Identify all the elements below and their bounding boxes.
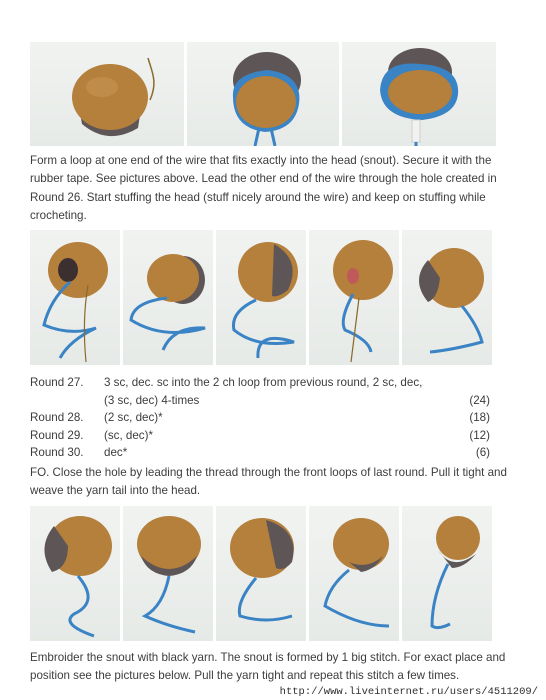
photo-stuffing-2 — [123, 230, 213, 365]
instructions-finish-off: FO. Close the hole by leading the thread through the front loops of last round. Pull it tight and weave the yarn tail into the head. — [30, 466, 507, 498]
round-text: (3 sc, dec) 4-times — [104, 393, 200, 407]
photo-stuffing-3 — [216, 230, 306, 365]
photo-snout-4 — [309, 506, 399, 641]
round-28 — [30, 409, 496, 427]
photo-stuffing-1 — [30, 230, 120, 365]
round-label: Round 29. — [30, 428, 84, 442]
photo-snout-1 — [30, 506, 120, 641]
crochet-head-image — [402, 230, 492, 365]
crochet-head-image — [30, 230, 120, 365]
photo-snout-2 — [123, 506, 213, 641]
crochet-head-image — [30, 506, 120, 641]
crochet-head-image — [123, 230, 213, 365]
crochet-head-image — [187, 42, 339, 146]
round-29 — [30, 427, 496, 445]
watermark-url: http://www.liveinternet.ru/users/4511209/ — [279, 686, 538, 698]
round-label: Round 28. — [30, 411, 84, 424]
round-instructions — [30, 374, 496, 462]
stitch-count: (18) — [469, 411, 490, 424]
crochet-head-image — [216, 230, 306, 365]
photo-row-middle — [30, 230, 492, 365]
photo-snout-5 — [402, 506, 492, 641]
crochet-head-image — [402, 506, 492, 641]
stitch-count: (6) — [475, 446, 490, 459]
crochet-head-image — [342, 42, 496, 146]
round-30 — [30, 444, 496, 462]
crochet-head-image — [309, 230, 399, 365]
round-text: (sc, dec)* — [104, 428, 153, 442]
crochet-head-image — [216, 506, 306, 641]
round-label: Round 30. — [30, 446, 84, 459]
round-27-line-1 — [30, 374, 496, 392]
crochet-head-image — [309, 506, 399, 641]
photo-head-back — [30, 42, 184, 146]
instructions-wire-loop: Form a loop at one end of the wire that fits exactly into the head (snout). Secure it with the rubber tape. See pictures above. Lead the other end of the wire through the hole created in Round 26. Start stuffing the head (stuff nicely around the wire) and keep on stuffing while crocheting. — [30, 154, 497, 223]
instructions-embroider-snout: Embroider the snout with black yarn. The snout is formed by 1 big stitch. For exact place and position see the pictures below. Pull the yarn tight and repeat this stitch a few times. — [30, 651, 506, 683]
crochet-head-image — [30, 42, 184, 146]
round-text: (2 sc, dec)* — [104, 411, 163, 424]
photo-row-top — [30, 42, 496, 146]
crochet-head-image — [123, 506, 213, 641]
stitch-count: (12) — [469, 428, 490, 442]
photo-wire-loop-taped — [342, 42, 496, 146]
photo-wire-loop-front — [187, 42, 339, 146]
photo-snout-3 — [216, 506, 306, 641]
round-label: Round 27. — [30, 376, 84, 389]
photo-row-bottom — [30, 506, 492, 641]
photo-stuffing-4 — [309, 230, 399, 365]
round-text: dec* — [104, 446, 128, 459]
stitch-count: (24) — [469, 393, 490, 407]
round-27-line-2 — [30, 392, 496, 410]
round-text: 3 sc, dec. sc into the 2 ch loop from previous round, 2 sc, dec, — [104, 376, 423, 389]
photo-stuffing-5 — [402, 230, 492, 365]
